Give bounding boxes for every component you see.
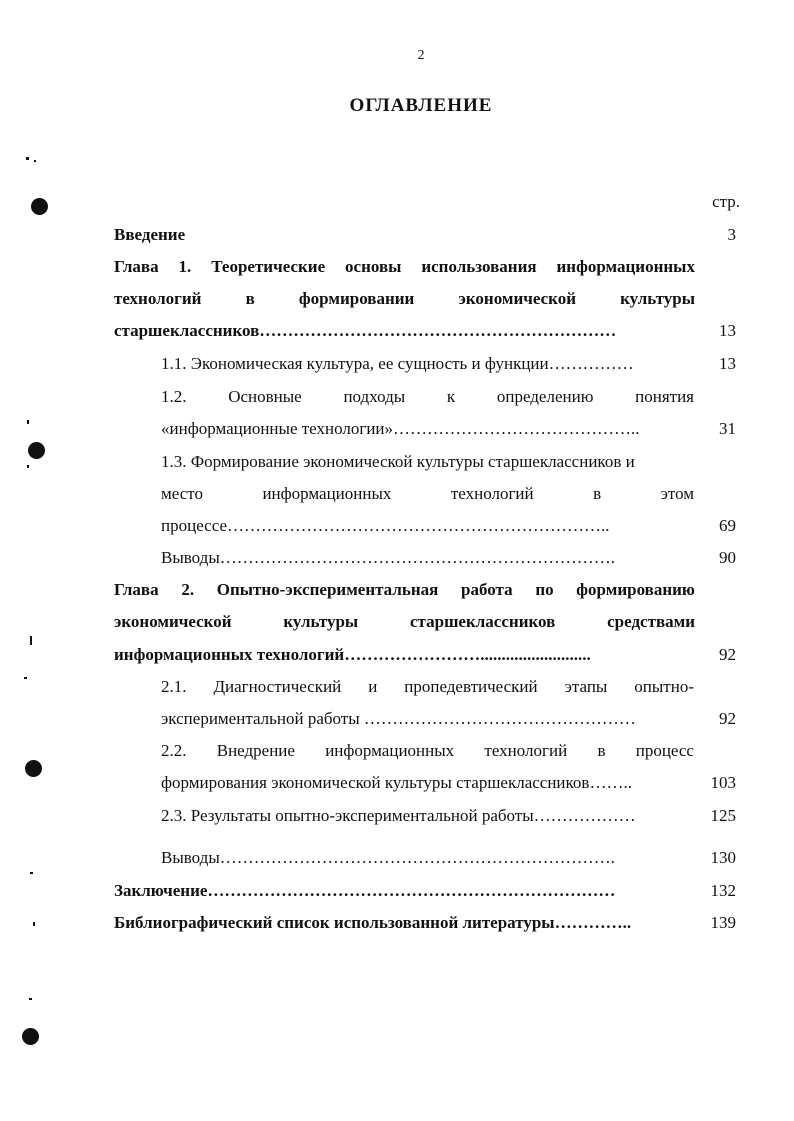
word: экономической: [114, 612, 232, 631]
word: процесс: [635, 741, 694, 760]
toc-entry-label: 1.1. Экономическая культура, ее сущность и функции……………: [161, 354, 634, 373]
word: средствами: [607, 612, 695, 631]
page-number: 2: [417, 48, 425, 63]
word: Опытно-экспериментальная: [216, 580, 439, 599]
word: Глава: [114, 257, 159, 276]
binding-hole-mark: [25, 760, 42, 777]
scan-speck: [30, 636, 32, 645]
toc-entry-chapter-2-end[interactable]: [0, 640, 794, 672]
word: информационных: [262, 484, 392, 503]
word: Диагностический: [213, 677, 342, 696]
toc-page-number: 125: [710, 806, 736, 825]
toc-entry-2-1[interactable]: [0, 672, 794, 704]
word: формированию: [576, 580, 695, 599]
word: этапы: [564, 677, 608, 696]
toc-entry-label: [114, 612, 695, 632]
toc-page-number: 92: [719, 645, 736, 664]
toc-entry-label: [161, 484, 694, 504]
toc-entry-1-2[interactable]: [0, 382, 794, 414]
toc-entry-label: Введение: [114, 225, 186, 244]
word: старшеклассников: [410, 612, 556, 631]
binding-hole-mark: [28, 442, 45, 459]
toc-entry-chapter-2[interactable]: [0, 575, 794, 607]
toc-entry-label: [161, 387, 694, 407]
toc-entry-1-3-cont[interactable]: [0, 479, 794, 511]
toc-page-number: 31: [719, 419, 736, 438]
scan-speck: [27, 465, 29, 468]
toc-entry-label: Выводы…………………………………………………………….: [161, 848, 616, 867]
toc-entry-label: процессе…………………………………………………………..: [161, 516, 610, 535]
toc-entry-label: Заключение………………………………………………………………: [114, 881, 616, 900]
toc-entry-1-3-end[interactable]: [0, 511, 794, 543]
word: информационных: [556, 257, 695, 276]
toc-entry-1-2-end[interactable]: [0, 414, 794, 446]
page-column-label: стр.: [712, 192, 740, 211]
word: Теоретические: [211, 257, 326, 276]
word: место: [161, 484, 203, 503]
word: Основные: [228, 387, 302, 406]
toc-page-number: 130: [710, 848, 736, 867]
word: 1.2.: [161, 387, 187, 406]
toc-entry-2-3[interactable]: [0, 801, 794, 833]
scan-speck: [26, 157, 29, 160]
toc-entry-label: [161, 741, 694, 761]
scan-speck: [27, 420, 29, 424]
word: технологий: [114, 289, 202, 308]
word: 2.2.: [161, 741, 187, 760]
toc-entry-label: [161, 677, 694, 697]
word: к: [446, 387, 456, 406]
toc-entry-chapter-1-cont[interactable]: [0, 284, 794, 316]
toc-entry-label: «информационные технологии»……………………………………..: [161, 419, 640, 438]
word: 2.: [181, 580, 195, 599]
toc-entry-label: старшеклассников………………………………………………………: [114, 321, 617, 340]
toc-entry-label: формирования экономической культуры старшеклассников……..: [161, 773, 632, 792]
word: 2.1.: [161, 677, 187, 696]
toc-page-number: 3: [727, 225, 736, 244]
scan-speck: [33, 922, 35, 926]
toc-entry-1-1[interactable]: [0, 349, 794, 381]
word: формировании: [298, 289, 415, 308]
word: работа: [461, 580, 513, 599]
toc-entry-label: [114, 257, 695, 277]
toc-page-number: 90: [719, 548, 736, 567]
word: по: [535, 580, 554, 599]
toc-entry-chapter-1-end[interactable]: [0, 316, 794, 348]
word: культуры: [283, 612, 359, 631]
toc-entry-chapter-2-cont[interactable]: [0, 607, 794, 639]
word: определению: [496, 387, 594, 406]
binding-hole-mark: [22, 1028, 39, 1045]
toc-page-number: 103: [710, 773, 736, 792]
scan-speck: [30, 872, 33, 874]
toc-entry-chapter-1[interactable]: [0, 252, 794, 284]
word: основы: [345, 257, 402, 276]
toc-page-number: 132: [710, 881, 736, 900]
word: технологий: [450, 484, 534, 503]
toc-entry-label: [114, 289, 695, 309]
binding-hole-mark: [31, 198, 48, 215]
toc-entry-2-2-end[interactable]: [0, 768, 794, 800]
toc-entry-intro[interactable]: [0, 220, 794, 252]
scan-speck: [29, 998, 32, 1000]
word: информационных: [325, 741, 455, 760]
word: в: [593, 484, 602, 503]
word: пропедевтический: [404, 677, 538, 696]
toc-entry-label: Выводы…………………………………………………………….: [161, 548, 616, 567]
word: культуры: [620, 289, 695, 308]
word: 1.: [178, 257, 192, 276]
scan-speck: [34, 160, 36, 162]
word: в: [245, 289, 255, 308]
toc-page-number: 13: [719, 321, 736, 340]
toc-page-number: 139: [710, 913, 736, 932]
toc-entry-label: Библиографический список использованной литературы…………..: [114, 913, 632, 932]
toc-entry-label: 1.3. Формирование экономической культуры старшеклассников и: [161, 452, 635, 471]
word: экономической: [458, 289, 576, 308]
word: и: [368, 677, 378, 696]
toc-entry-conclusions-1[interactable]: [0, 543, 794, 575]
toc-entry-label: экспериментальной работы …………………………………………: [161, 709, 636, 728]
word: Внедрение: [216, 741, 295, 760]
word: этом: [660, 484, 694, 503]
toc-entry-2-2[interactable]: [0, 736, 794, 768]
toc-page-number: 69: [719, 516, 736, 535]
word: технологий: [484, 741, 568, 760]
word: использования: [421, 257, 537, 276]
word: подходы: [343, 387, 406, 406]
toc-entry-label: [114, 580, 695, 600]
toc-page-number: 92: [719, 709, 736, 728]
word: опытно-: [634, 677, 694, 696]
toc-entry-1-3[interactable]: [0, 447, 794, 479]
word: Глава: [114, 580, 159, 599]
toc-entry-label: 2.3. Результаты опытно-экспериментальной работы………………: [161, 806, 636, 825]
scan-speck: [24, 677, 27, 679]
toc-entry-bibliography[interactable]: [0, 908, 794, 940]
toc-entry-conclusions-2[interactable]: [0, 843, 794, 875]
toc-entry-label: информационных технологий……………………..........................: [114, 645, 591, 664]
page-title: ОГЛАВЛЕНИЕ: [349, 95, 493, 116]
word: в: [597, 741, 606, 760]
toc-entry-2-1-end[interactable]: [0, 704, 794, 736]
word: понятия: [635, 387, 694, 406]
toc-page-number: 13: [719, 354, 736, 373]
toc-entry-conclusion[interactable]: [0, 876, 794, 908]
